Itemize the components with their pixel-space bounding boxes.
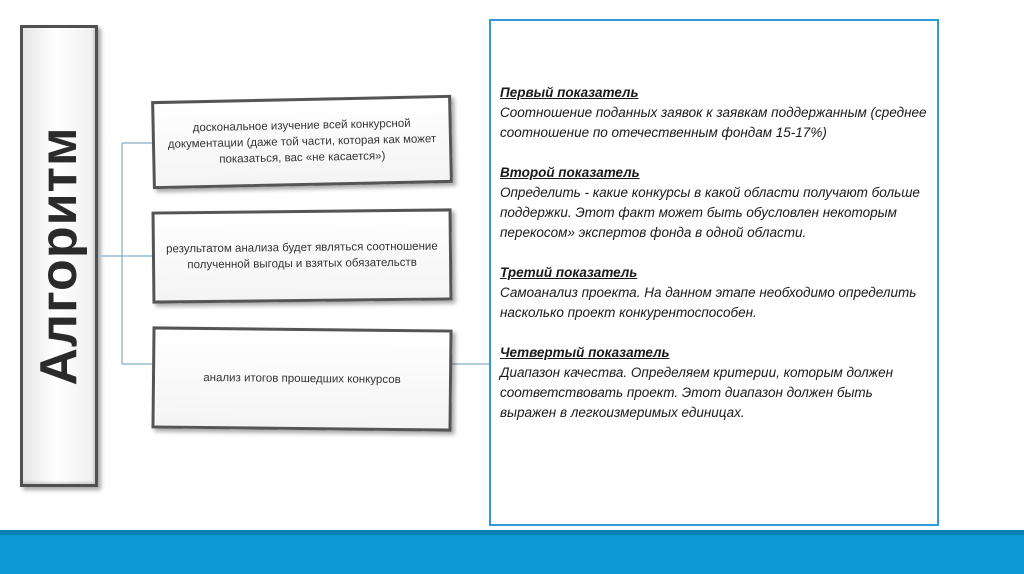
- step-box-1: [151, 95, 453, 189]
- indicators-panel: [489, 19, 939, 526]
- step-box-3: [151, 326, 452, 431]
- indicator-title-2: Второй показатель: [500, 165, 640, 180]
- algorithm-title: Алгоритм: [30, 126, 88, 386]
- indicator-2: [500, 163, 927, 243]
- step-text-3: анализ итогов прошедших конкурсов: [203, 371, 401, 387]
- footer-band: [0, 530, 1024, 574]
- indicator-title-3: Третий показатель: [500, 265, 638, 280]
- step-box-2: [152, 208, 453, 303]
- indicator-1: [500, 83, 927, 143]
- indicator-title-4: Четвертый показатель: [500, 345, 670, 360]
- indicator-title-1: Первый показатель: [500, 85, 639, 100]
- indicator-body-3: Самоанализ проекта. На данном этапе необходимо определить насколько проект конкурентоспособен.: [500, 285, 917, 320]
- indicator-3: [500, 263, 927, 323]
- indicator-body-4: Диапазон качества. Определяем критерии, которым должен соответствовать проект. Этот диапазон должен быть выражен в легкоизмеримых единицах.: [500, 365, 894, 420]
- step-text-2: результатом анализа будет являться соотношение полученной выгоды и взятых обязательств: [166, 240, 438, 272]
- step-text-1: доскональное изучение всей конкурсной документации (даже той части, которая как может показаться, вас «не касается»): [167, 117, 437, 166]
- indicator-body-1: Соотношение поданных заявок к заявкам поддержанным (среднее соотношение по отечественным фондам 15-17%): [500, 105, 927, 140]
- algorithm-title-bar: [20, 25, 98, 487]
- indicator-4: [500, 343, 927, 423]
- indicator-body-2: Определить - какие конкурсы в какой области получают больше поддержки. Этот факт может быть обусловлен некоторым перекосом» экспертов фонда в одной области.: [500, 185, 920, 240]
- footer-stripe: [0, 530, 1024, 535]
